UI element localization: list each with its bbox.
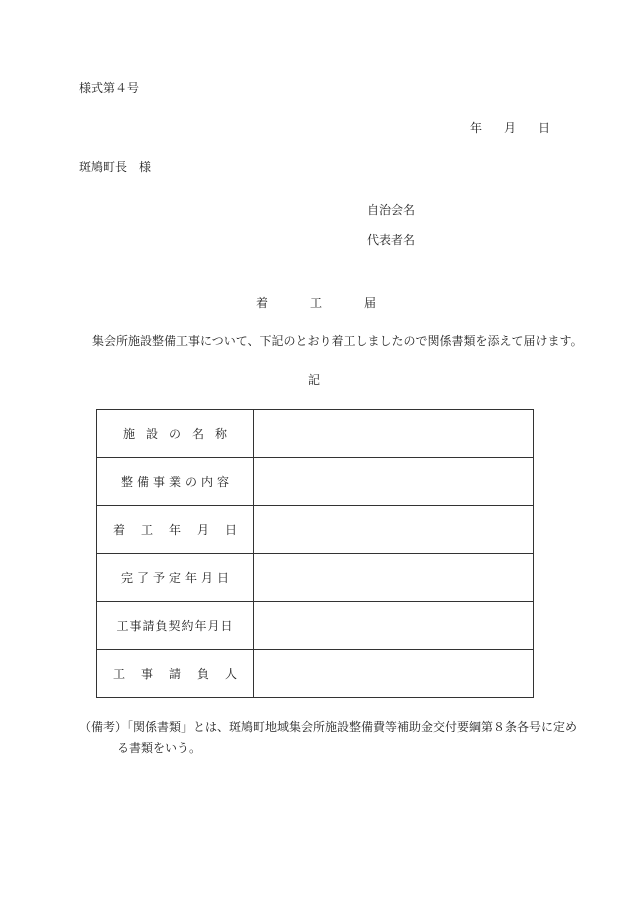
- info-table: [96, 409, 534, 698]
- table-row: [97, 650, 534, 698]
- date-month-label: 月: [504, 121, 517, 135]
- title-char-3: 届: [364, 296, 377, 310]
- representative-name-label: 代表者名: [367, 233, 416, 247]
- contractor-value[interactable]: [254, 650, 534, 698]
- document-title: [256, 296, 376, 310]
- facility-name-label: 施設の名称: [122, 427, 238, 441]
- date-line: [470, 121, 550, 135]
- table-row: [97, 506, 534, 554]
- body-text: 集会所施設整備工事について、下記のとおり着工しましたので関係書類を添えて届けます。: [92, 334, 583, 348]
- row-label: [97, 650, 254, 698]
- project-content-label: 整備事業の内容: [120, 475, 233, 489]
- remarks-line-2: る書類をいう。: [117, 741, 202, 755]
- title-char-1: 着: [256, 296, 269, 310]
- table-row: [97, 554, 534, 602]
- date-year-label: 年: [470, 121, 483, 135]
- start-date-label: 着工年月日: [113, 523, 254, 537]
- addressee: 斑鳩町長 様: [79, 160, 152, 174]
- project-content-value[interactable]: [254, 458, 534, 506]
- facility-name-value[interactable]: [254, 410, 534, 458]
- table-row: [97, 602, 534, 650]
- ki-heading: 記: [308, 373, 321, 387]
- contract-date-value[interactable]: [254, 602, 534, 650]
- row-label: [97, 602, 254, 650]
- contract-date-label: 工事請負契約年月日: [116, 619, 234, 633]
- form-number: 様式第４号: [79, 81, 140, 95]
- row-label: [97, 554, 254, 602]
- completion-date-value[interactable]: [254, 554, 534, 602]
- row-label: [97, 410, 254, 458]
- association-name-label: 自治会名: [367, 203, 416, 217]
- completion-date-label: 完了予定年月日: [120, 571, 233, 585]
- title-char-2: 工: [310, 296, 323, 310]
- row-label: [97, 506, 254, 554]
- contractor-label: 工事請負人: [113, 667, 254, 681]
- remarks-line-1: （備考）「関係書類」とは、斑鳩町地域集会所施設整備費等補助金交付要綱第８条各号に定め: [79, 720, 578, 734]
- table-row: [97, 410, 534, 458]
- date-day-label: 日: [538, 121, 551, 135]
- start-date-value[interactable]: [254, 506, 534, 554]
- row-label: [97, 458, 254, 506]
- table-row: [97, 458, 534, 506]
